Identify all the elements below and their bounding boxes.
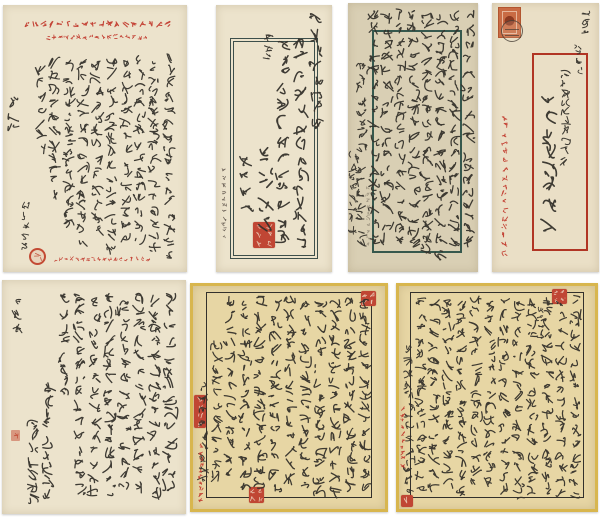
letter-c-calligraphy bbox=[348, 3, 478, 272]
letter-g bbox=[396, 283, 598, 512]
letter-b bbox=[216, 5, 332, 272]
envelope bbox=[492, 3, 599, 272]
envelope-calligraphy bbox=[492, 3, 599, 272]
letter-a-calligraphy bbox=[3, 5, 187, 272]
letter-f-calligraphy bbox=[193, 286, 385, 509]
letter-f bbox=[190, 283, 388, 512]
letter-a bbox=[3, 5, 187, 272]
letter-e bbox=[2, 280, 186, 514]
letter-c bbox=[348, 3, 478, 272]
letter-g-calligraphy bbox=[399, 286, 595, 509]
letter-b-calligraphy bbox=[216, 5, 332, 272]
letter-e-calligraphy bbox=[2, 280, 186, 514]
